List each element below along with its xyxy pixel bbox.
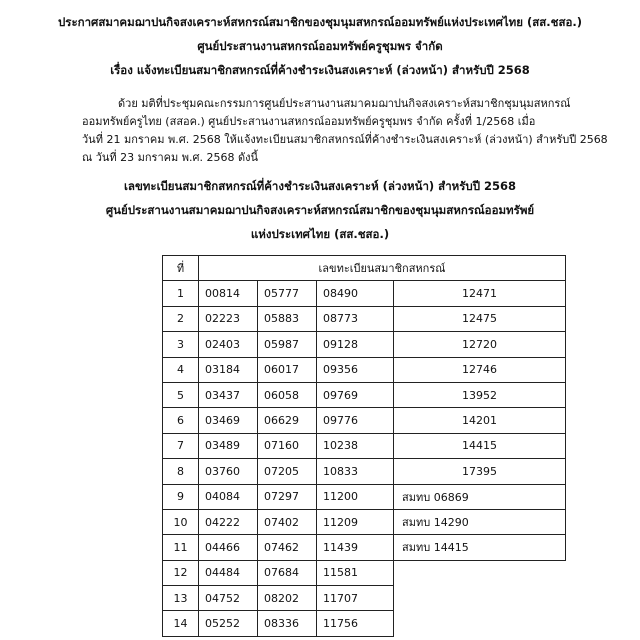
member-id-col2: 05883 (258, 306, 317, 331)
member-id-col1: 03437 (199, 382, 258, 407)
table-row (163, 357, 566, 382)
table-header-row (163, 256, 566, 281)
row-number: 5 (163, 382, 199, 407)
table-row (163, 332, 566, 357)
member-id-col4: 17395 (394, 459, 566, 484)
row-number: 4 (163, 357, 199, 382)
row-number: 11 (163, 535, 199, 560)
member-id-col3: 11707 (317, 586, 394, 611)
member-id-col1: 04484 (199, 560, 258, 585)
list-title-line-2: ศูนย์ประสานงานสมาคมฌาปนกิจสงเคราะห์สหกรณ์สมาชิกของชุมนุมสหกรณ์ออมทรัพย์ (105, 203, 535, 217)
table-row (163, 509, 566, 534)
member-id-col2: 07684 (258, 560, 317, 585)
row-number: 14 (163, 611, 199, 636)
member-id-col4: สมทบ 06869 (394, 484, 566, 509)
member-id-col3: 11756 (317, 611, 394, 636)
header-no: ที่ (163, 256, 199, 281)
body-paragraph-line-2: ออมทรัพย์ครูไทย (สสอค.) ศูนย์ประสานงานสหกรณ์ออมทรัพย์ครูชุมพร จำกัด ครั้งที่ 1/2568 เมื่อ (82, 115, 536, 128)
table-row (163, 535, 566, 560)
body-paragraph-line-4: ณ วันที่ 23 มกราคม พ.ศ. 2568 ดังนี้ (82, 151, 258, 164)
announcement-title-line-2: ศูนย์ประสานงานสหกรณ์ออมทรัพย์ครูชุมพร จำกัด (197, 39, 443, 53)
member-id-col3: 08490 (317, 281, 394, 306)
announcement-subject: เรื่อง แจ้งทะเบียนสมาชิกสหกรณ์ที่ค้างชำระเงินสงเคราะห์ (ล่วงหน้า) สำหรับปี 2568 (110, 63, 530, 77)
member-id-col4: สมทบ 14290 (394, 509, 566, 534)
member-id-col4 (394, 586, 566, 611)
member-id-col2: 08336 (258, 611, 317, 636)
header-member-ids: เลขทะเบียนสมาชิกสหกรณ์ (199, 256, 566, 281)
member-id-col2: 05987 (258, 332, 317, 357)
row-number: 13 (163, 586, 199, 611)
row-number: 12 (163, 560, 199, 585)
member-id-col2: 07402 (258, 509, 317, 534)
member-id-col1: 05252 (199, 611, 258, 636)
table-row (163, 484, 566, 509)
table-row (163, 281, 566, 306)
member-id-col4: สมทบ 14415 (394, 535, 566, 560)
member-id-col1: 03489 (199, 433, 258, 458)
member-id-col1: 04466 (199, 535, 258, 560)
member-id-col3: 10833 (317, 459, 394, 484)
member-id-col4 (394, 611, 566, 636)
member-id-col3: 09128 (317, 332, 394, 357)
member-id-col3: 09356 (317, 357, 394, 382)
table-row (163, 306, 566, 331)
member-id-col1: 02223 (199, 306, 258, 331)
member-id-col3: 11581 (317, 560, 394, 585)
member-id-col1: 02403 (199, 332, 258, 357)
member-id-col3: 08773 (317, 306, 394, 331)
table-row (163, 459, 566, 484)
member-id-col1: 03469 (199, 408, 258, 433)
member-id-col4: 13952 (394, 382, 566, 407)
table-row (163, 433, 566, 458)
member-id-col2: 06058 (258, 382, 317, 407)
row-number: 7 (163, 433, 199, 458)
member-id-col3: 11200 (317, 484, 394, 509)
member-id-col1: 04752 (199, 586, 258, 611)
member-id-col1: 00814 (199, 281, 258, 306)
member-id-col4: 14201 (394, 408, 566, 433)
row-number: 10 (163, 509, 199, 534)
member-id-col4: 12746 (394, 357, 566, 382)
row-number: 3 (163, 332, 199, 357)
member-id-col3: 11439 (317, 535, 394, 560)
table-row (163, 408, 566, 433)
member-registration-table (162, 255, 566, 637)
member-id-col3: 09776 (317, 408, 394, 433)
member-id-col2: 05777 (258, 281, 317, 306)
row-number: 1 (163, 281, 199, 306)
row-number: 9 (163, 484, 199, 509)
row-number: 6 (163, 408, 199, 433)
member-id-col3: 11209 (317, 509, 394, 534)
member-id-col3: 09769 (317, 382, 394, 407)
member-id-col4: 12475 (394, 306, 566, 331)
row-number: 2 (163, 306, 199, 331)
announcement-title-line-1: ประกาศสมาคมฌาปนกิจสงเคราะห์สหกรณ์สมาชิกของชุมนุมสหกรณ์ออมทรัพย์แห่งประเทศไทย (สส.ชสอ.) (57, 15, 583, 29)
member-id-col2: 06017 (258, 357, 317, 382)
table-row (163, 611, 566, 636)
member-id-col2: 08202 (258, 586, 317, 611)
member-id-col4: 14415 (394, 433, 566, 458)
list-title-line-1: เลขทะเบียนสมาชิกสหกรณ์ที่ค้างชำระเงินสงเคราะห์ (ล่วงหน้า) สำหรับปี 2568 (123, 179, 517, 193)
row-number: 8 (163, 459, 199, 484)
member-id-col4 (394, 560, 566, 585)
member-id-col2: 07297 (258, 484, 317, 509)
body-paragraph-line-1: ด้วย มติที่ประชุมคณะกรรมการศูนย์ประสานงานสมาคมฌาปนกิจสงเคราะห์สมาชิกชุมนุมสหกรณ์ (118, 97, 571, 110)
member-id-col2: 07205 (258, 459, 317, 484)
member-id-col1: 03184 (199, 357, 258, 382)
member-id-col1: 04222 (199, 509, 258, 534)
table-row (163, 382, 566, 407)
body-paragraph-line-3: วันที่ 21 มกราคม พ.ศ. 2568 ให้แจ้งทะเบียนสมาชิกสหกรณ์ที่ค้างชำระเงินสงเคราะห์ (ล่วงหน้า) สำหรับปี 2568 (82, 133, 608, 146)
member-id-col2: 07160 (258, 433, 317, 458)
member-id-col1: 04084 (199, 484, 258, 509)
list-title-line-3: แห่งประเทศไทย (สส.ชสอ.) (250, 227, 390, 241)
member-id-col2: 06629 (258, 408, 317, 433)
member-id-col2: 07462 (258, 535, 317, 560)
member-id-col4: 12471 (394, 281, 566, 306)
table-row (163, 586, 566, 611)
member-id-col4: 12720 (394, 332, 566, 357)
member-id-col1: 03760 (199, 459, 258, 484)
member-id-col3: 10238 (317, 433, 394, 458)
table-row (163, 560, 566, 585)
